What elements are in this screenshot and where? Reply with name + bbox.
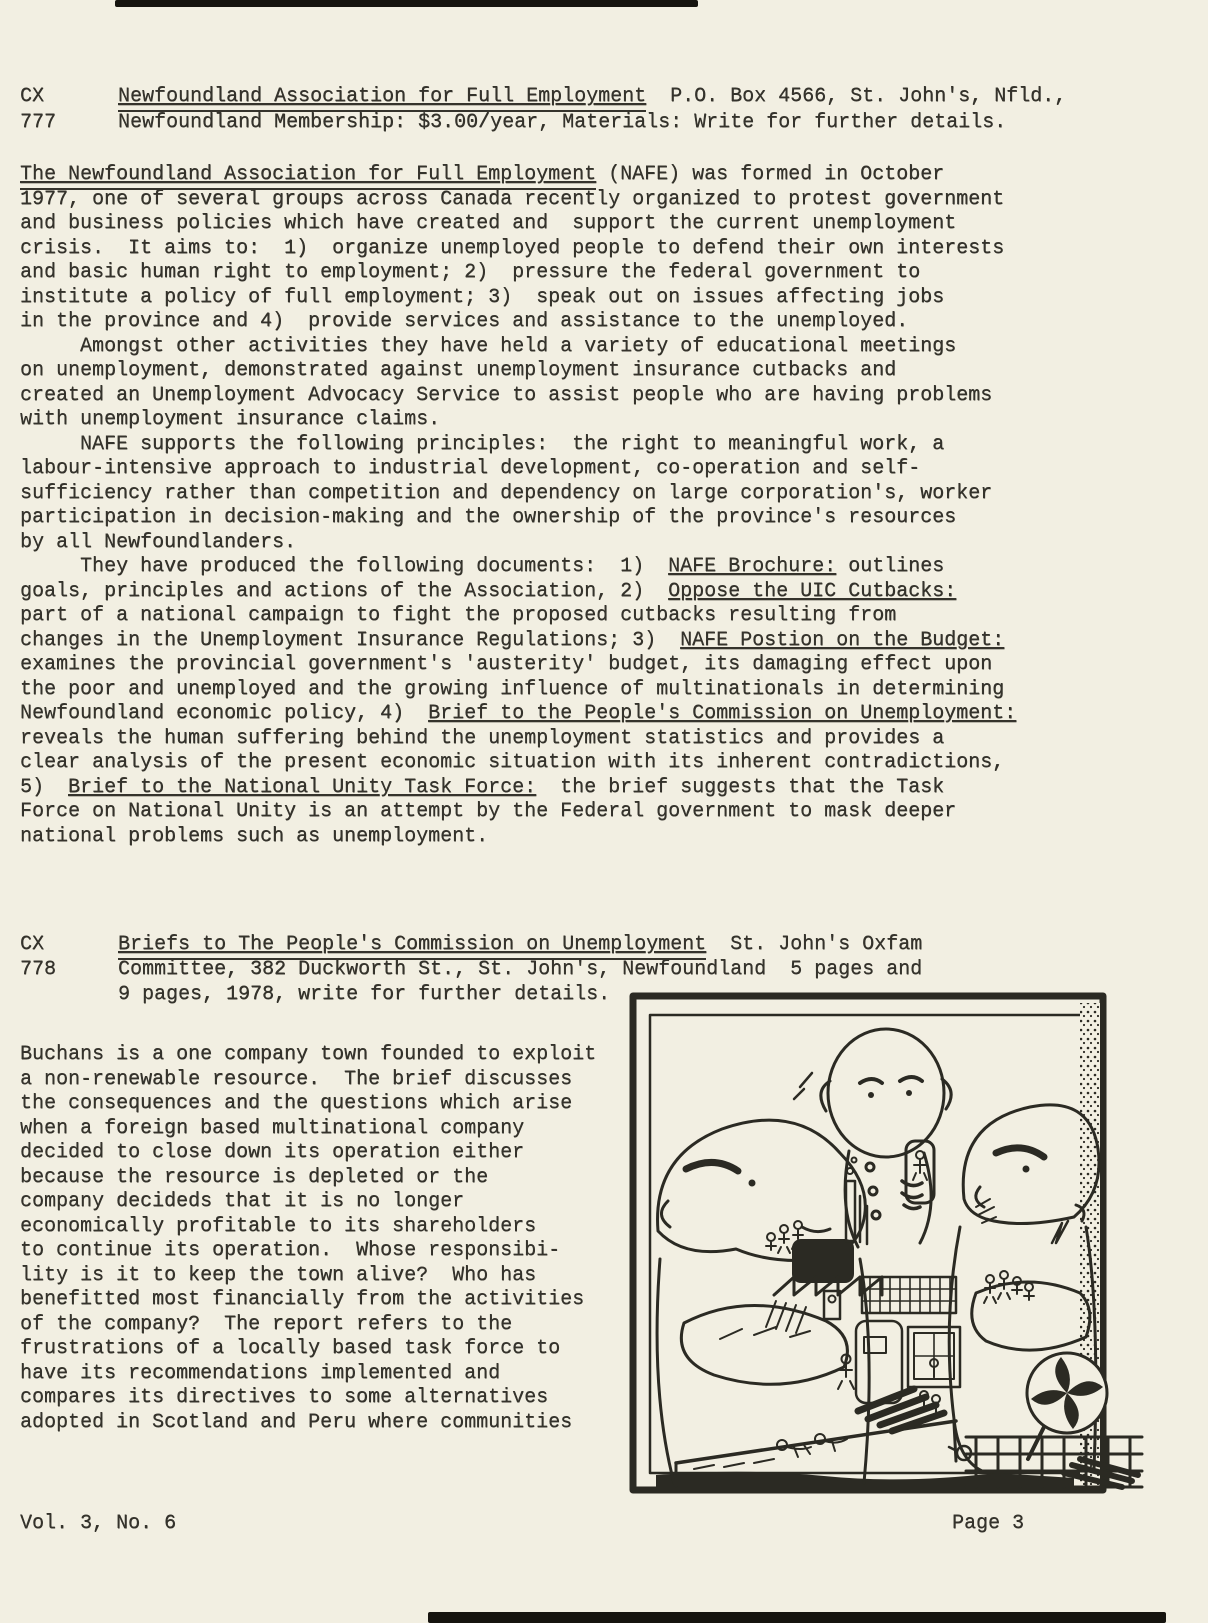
text-line: frustrations of a locally based task force to — [20, 1337, 561, 1360]
text-line: Newfoundland Membership: $3.00/year, Materials: Write for further details. — [118, 111, 1007, 134]
text-line: 5) Brief to the National Unity Task Force: the brief suggests that the Task — [20, 775, 945, 799]
text-line: labour-intensive approach to industrial development, co-operation and self- — [20, 457, 921, 480]
text-line: a non-renewable resource. The brief discusses — [20, 1067, 573, 1091]
text-line: goals, principles and actions of the Association, 2) Oppose the UIC Cutbacks: — [20, 579, 957, 603]
text-line: the consequences and the questions which arise — [20, 1092, 573, 1115]
text-line: in the province and 4) provide services and assistance to the unemployed. — [20, 310, 909, 333]
text-line: Newfoundland economic policy, 4) Brief to the People's Commission on Unemployment: — [20, 702, 1017, 725]
text-line: examines the provincial government's 'austerity' budget, its damaging effect upon — [20, 653, 993, 676]
text-line: and basic human right to employment; 2) pressure the federal government to — [20, 261, 921, 284]
text-line: created an Unemployment Advocacy Service to assist people who are having problems — [20, 383, 993, 407]
text-line: have its recommendations implemented and — [20, 1361, 501, 1385]
text-line: NAFE supports the following principles: the right to meaningful work, a — [20, 432, 945, 456]
text-line: the poor and unemployed and the growing influence of multinationals in determining — [20, 677, 1005, 701]
text-line: lity is it to keep the town alive? Who has — [20, 1263, 537, 1287]
text-line: part of a national campaign to fight the proposed cutbacks resulting from — [20, 604, 897, 627]
text-line: participation in decision-making and the ownership of the province's resources — [20, 506, 957, 529]
text-line: Amongst other activities they have held a variety of educational meetings — [20, 334, 957, 358]
text-line: Briefs to The People's Commission on Unemployment St. John's Oxfam — [118, 932, 922, 957]
text-line: crisis. It aims to: 1) organize unemployed people to defend their own interests — [20, 236, 1005, 260]
text-line: and business policies which have created and support the current unemployment — [20, 212, 957, 235]
nafe-article — [20, 163, 1040, 849]
entry-heading — [118, 84, 1066, 136]
entry-code-column — [20, 932, 118, 1007]
text-line: of the company? The report refers to the — [20, 1312, 513, 1336]
text-line: clear analysis of the present economic situation with its inherent contradictions, — [20, 751, 1005, 774]
text-line: Force on National Unity is an attempt by the Federal government to mask deeper — [20, 800, 957, 823]
editorial-cartoon-illustration — [624, 991, 1146, 1501]
page-number: Page 3 — [952, 1512, 1025, 1535]
text-line: economically profitable to its shareholders — [20, 1214, 537, 1238]
text-line: reveals the human suffering behind the unemployment statistics and provides a — [20, 726, 945, 750]
entry-code: CX — [20, 933, 45, 956]
text-line: 9 pages, 1978, write for further details. — [118, 983, 611, 1006]
text-line: benefitted most financially from the activities — [20, 1288, 585, 1311]
text-line: changes in the Unemployment Insurance Regulations; 3) NAFE Postion on the Budget: — [20, 628, 1005, 652]
text-line: compares its directives to some alternatives — [20, 1386, 549, 1409]
scan-artifact-bar-bottom — [428, 1612, 1166, 1623]
volume-label: Vol. 3, No. 6 — [20, 1512, 177, 1535]
text-line: Newfoundland Association for Full Employment P.O. Box 4566, St. John's, Nfld., — [118, 84, 1066, 110]
text-line: national problems such as unemployment. — [20, 824, 489, 848]
text-line: because the resource is depleted or the — [20, 1165, 489, 1189]
entry-code-column — [20, 84, 118, 136]
entry-number: 778 — [20, 958, 57, 981]
text-line: sufficiency rather than competition and dependency on large corporation's, worker — [20, 481, 993, 505]
scan-artifact-bar-top — [115, 0, 698, 7]
text-line: on unemployment, demonstrated against unemployment insurance cutbacks and — [20, 359, 897, 382]
text-line: institute a policy of full employment; 3) speak out on issues affecting jobs — [20, 285, 945, 309]
buchans-article — [20, 1043, 616, 1435]
text-line: when a foreign based multinational company — [20, 1116, 525, 1140]
entry-code: CX — [20, 85, 45, 108]
text-line: to continue its operation. Whose responsibi- — [20, 1239, 561, 1262]
text-line: Buchans is a one company town founded to exploit — [20, 1043, 597, 1066]
text-line: The Newfoundland Association for Full Employment (NAFE) was formed in October — [20, 163, 1040, 188]
text-line: Committee, 382 Duckworth St., St. John's, Newfoundland 5 pages and — [118, 958, 923, 981]
text-line: with unemployment insurance claims. — [20, 408, 441, 431]
text-line: adopted in Scotland and Peru where communities — [20, 1410, 573, 1434]
entry-cx-777 — [20, 84, 1066, 136]
text-line: They have produced the following documents: 1) NAFE Brochure: outlines — [20, 555, 945, 578]
text-line: decided to close down its operation either — [20, 1141, 525, 1164]
text-line: by all Newfoundlanders. — [20, 530, 297, 554]
entry-number: 777 — [20, 111, 57, 134]
text-line: company decideds that it is no longer — [20, 1190, 465, 1213]
text-line: 1977, one of several groups across Canada recently organized to protest government — [20, 187, 1005, 211]
